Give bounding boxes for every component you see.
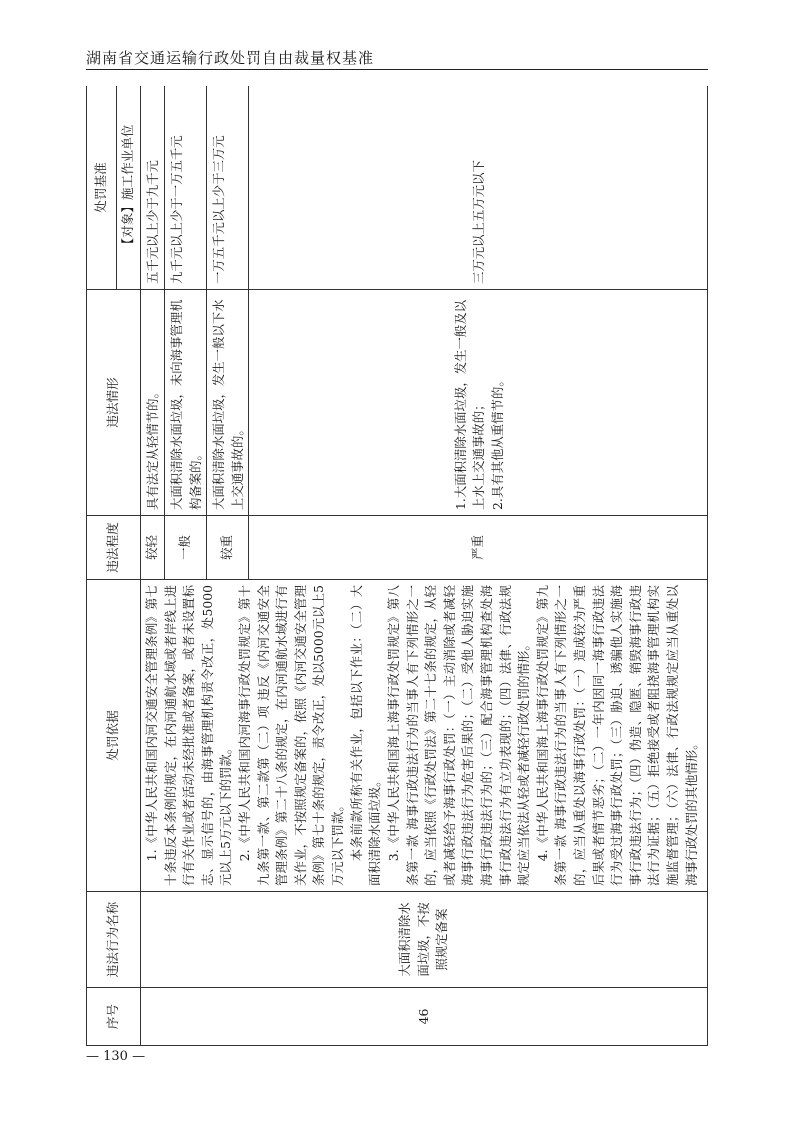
header-penalty-basis: 处罚依据 bbox=[87, 580, 141, 892]
header-target: 【对象】施工作业单位 bbox=[117, 86, 141, 290]
basis-paragraph: 3.《中华人民共和国海上海事行政处罚规定》第八条第一款 海事行政违法行为的当事人有下列情形之一的，应当依照《行政处罚法》第二十七条的规定，从轻或者减轻给予海事行政处罚：（一）主动消除或者减轻海事行政违法行为危害后果的；（二）受他人胁迫实施海事行政违法行为的；（三）配合海事管理机构查处海事行政违法行为有立功表现的；（四）法律、行政法规规定应当依法从轻或者减轻行政处罚的情形。 bbox=[385, 585, 532, 886]
penalty-standard-table bbox=[86, 86, 708, 1046]
cell-situation-serious bbox=[207, 290, 249, 516]
cell-situation-general bbox=[165, 290, 207, 516]
cell-situation-light bbox=[141, 290, 165, 516]
header-violation-degree: 违法程度 bbox=[87, 516, 141, 580]
cell-degree-serious: 较重 bbox=[207, 516, 249, 580]
basis-paragraph: 本条前款所称有关作业，包括以下作业：（二）大面积清除水面垃圾。 bbox=[348, 585, 383, 886]
cell-standard-serious: 一万五千元以上少于三万元 bbox=[207, 86, 249, 290]
header-violation-name: 违法行为名称 bbox=[87, 892, 141, 988]
header-penalty-standard: 处罚基准 bbox=[87, 86, 117, 290]
situation-line: 大面积清除水面垃圾，发生一般以下水上交通事故的。 bbox=[211, 299, 245, 510]
table-row bbox=[141, 86, 165, 1046]
header-no: 序号 bbox=[87, 988, 141, 1046]
rotated-table-wrapper bbox=[86, 86, 708, 1046]
table-area bbox=[86, 86, 708, 1046]
basis-paragraph: 1.《中华人民共和国内河交通安全管理条例》第七十条违反本条例的规定，在内河通航水域或者岸线上进行有关作业或者活动未经批准或者备案，或者未设置标志、显示信号的，由海事管理机构责令改正，处5000元以上5万元以下的罚款。 bbox=[144, 585, 234, 886]
cell-situation-severe bbox=[249, 290, 708, 516]
situation-line: 2.具有其他从重情节的。 bbox=[489, 374, 505, 510]
cell-violation-name: 大面积清除水面垃圾，不按照规定备案 bbox=[141, 892, 708, 988]
page-number: — 130 — bbox=[86, 1049, 146, 1064]
situation-line: 具有法定从轻情节的。 bbox=[145, 386, 160, 510]
header-rule bbox=[86, 69, 708, 70]
header-violation-situation: 违法情形 bbox=[87, 290, 141, 516]
table-header-row bbox=[87, 86, 117, 1046]
cell-penalty-basis bbox=[141, 580, 708, 892]
basis-paragraph: 2.《中华人民共和国内河海事行政处罚规定》第十九条第一款、第二款第（二）项 违反《内河交通安全管理条例》第二十八条的规定，在内河通航水域进行有关作业，不按照规定备案的，依照《内河交通安全管理条例》第七十条的规定，责令改正，处以5000元以上5万元以下罚款。 bbox=[237, 585, 346, 886]
cell-degree-severe: 严重 bbox=[249, 516, 708, 580]
situation-line: 大面积清除水面垃圾，未向海事管理机构备案的。 bbox=[169, 299, 203, 510]
cell-degree-light: 较轻 bbox=[141, 516, 165, 580]
cell-standard-severe: 三万元以上五万元以下 bbox=[249, 86, 708, 290]
cell-degree-general: 一般 bbox=[165, 516, 207, 580]
situation-line: 1.大面积清除水面垃圾，发生一般及以上水上交通事故的； bbox=[452, 299, 487, 510]
basis-paragraph: 4.《中华人民共和国海上海事行政处罚规定》第九条第一款 海事行政违法行为的当事人有下列情形之一的，应当从重处以海事行政处罚：（一）造成较为严重后果或者情节恶劣；（二）一年内因同一海事行政违法行为受过海事行政处罚；（三）胁迫、诱骗他人实施海事行政违法行为；（四）伪造、隐匿、销毁海事行政违法行为证据；（五）拒绝接受或者阻挠海事管理机构实施监督管理；（六）法律、行政法规规定应当从重处以海事行政处罚的其他情形。 bbox=[534, 585, 699, 886]
cell-standard-general: 九千元以上少于一万五千元 bbox=[165, 86, 207, 290]
cell-no: 46 bbox=[141, 988, 708, 1046]
page-header-title: 湖南省交通运输行政处罚自由裁量权基准 bbox=[86, 49, 375, 67]
cell-standard-light: 五千元以上少于九千元 bbox=[141, 86, 165, 290]
